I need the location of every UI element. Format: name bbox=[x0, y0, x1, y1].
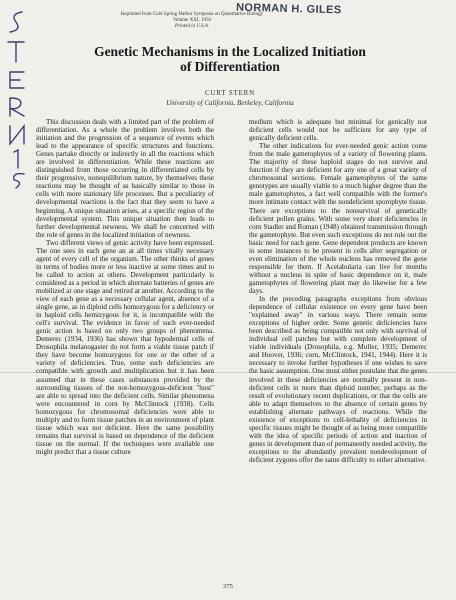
handwritten-note bbox=[2, 2, 30, 192]
paragraph: This discussion deals with a limited part of the problem of differentiation. As a whole the problem involves both the initiation and the progression of a sequence of events which lead to the appearance of specific structures and functions. Genes partake directly or indirectly in all the reactions which are involved in differentiation. While these reactions are distinguished from those occurring in differentiated cells by their progressive, nonequilibrium nature, by themselves these reactions may be thought of as basically similar to those in cells with more stationary life processes. But a peculiarity of developmental reactions is the fact that they seem to have a beginning. A unique situation arises, at a specific region of the developmental system. This unique situation then leads to further developmental newness. We shall be concerned with the role of genes in the localized initiation of newness. bbox=[36, 118, 214, 239]
reprint-line: Reprinted from Cold Spring Harbor Symposia on Quantitative Biology bbox=[120, 12, 264, 17]
title-line-2: of Differentiation bbox=[180, 59, 280, 74]
reprint-printed: Printed in U.S.A. bbox=[174, 24, 210, 30]
author-affiliation: University of California, Berkeley, California bbox=[166, 99, 294, 107]
author-name: CURT STERN bbox=[204, 89, 256, 97]
right-column bbox=[249, 118, 427, 580]
page-fold-line bbox=[0, 372, 456, 373]
paper-title bbox=[60, 44, 400, 74]
owner-stamp: NORMAN H. GILES bbox=[235, 1, 342, 17]
paragraph: In the preceding paragraphs exceptions from obvious dependence of cellular existence on every gene have been "explained away" in various ways. There remain some exceptions of higher order. Some genetic deficiencies have been described as being compatible not only with survival of individual cell patches but with complete development of viable individuals (Drosophila, e.g. Muller, 1935; Demerec and Hoover, 1936; corn, McClintock, 1941, 1944). Here it is necessary to invoke further hypotheses if one wishes to save the basic assumption. One must either postulate that the genes involved in these deficiencies are normally present in non-deficient cells in more than diploid number, perhaps as the result of evolutionary recent duplications, or that the cells are able to adapt themselves to the absence of certain genes by establishing alternate pathways of reactions. While the existence of exceptions to cell-lethality of deficiencies in specific tissues might be thought of as being more compatible with the idea of specific periods of action and inaction of genes in development than of permanently needed activity, the exceptions to the abundantly prevalent nondevelopment of deficient zygotes offer the same difficulty to either alternative. bbox=[249, 295, 427, 464]
title-line-1: Genetic Mechanisms in the Localized Initiation bbox=[94, 44, 366, 59]
paragraph: medium which is adequate but minimal for genically not deficient cells would not be sufficient for any type of genically deficient cells. bbox=[249, 118, 427, 143]
left-column bbox=[36, 118, 214, 580]
paragraph: The other indications for ever-needed genic action come from the male gametophytes of a variety of flowering plants. The majority of these haploid stages do not survive and function if they are deficient for any one of a great variety of chromosomal sections. Female gametophytes of the same genotypes are usually viable to a much higher degree than the male gametophytes, a fact well compatible with the former's more intimate contact with the nondeficient sporophyte tissue. There are exceptions to the nonsurvival of genetically deficient pollen grains. With some very short deficiencies in corn Stadler and Roman (1948) obtained transmission through the gametophyte. But even such exceptions do not rule out the basic need for each gene. Gene dependent products are known in some instances to be present in cells after segregation or even elimination of the whole nucleus has removed the gene responsible for them. If Acetabularia can live for months without a nucleus in spite of basic dependence on it, male gametophytes of flowering plant may do likewise for a few days. bbox=[249, 142, 427, 295]
paragraph: Two different views of genic activity have been expressed. The one sees in each gene an at all times vitally necessary agent of every cell of the organism. The other thinks of genes in terms of bodies more or less inactive at some times and to be called to action at others. Development particularly is considered as a period in which alternate batteries of genes are mobilized at one stage and retired at another. According to the view of each gene as a necessary cellular agent, absence of a single gene, as in diploid cells homozygous for a deficiency or in haploid cells hemizygous for it, is incompatible with the cell's survival. The evidence in favor of such ever-needed genic action is based on only two groups of phenomena. Demerec (1934, 1936) has shown that hypodermal cells of Drosophila melanogaster do not form a viable tissue patch if they have become homozygous for one or the other of a variety of deficiencies. True, some such deficiencies are compatible with growth and multiplication but it has been assumed that in these cases substances provided by the surrounding tissues of the not-homozygous-deficient "host" are able to spread into the deficient cells. Similar phenomena were encountered in corn by McClintock (1938). Cells homozygous for chromosomal deficiencies were able to multiply and to form tissue patches in an environment of plant tissue which was not deficient. Here the same possibility remains that survival is based on dependence of the deficient tissue on the normal. If the techniques were available one might predict that a tissue culture bbox=[36, 238, 214, 456]
page-number: 375 bbox=[223, 583, 233, 590]
reprint-volume: Volume XXI, 1956 bbox=[172, 18, 212, 24]
reprint-header bbox=[92, 12, 292, 31]
